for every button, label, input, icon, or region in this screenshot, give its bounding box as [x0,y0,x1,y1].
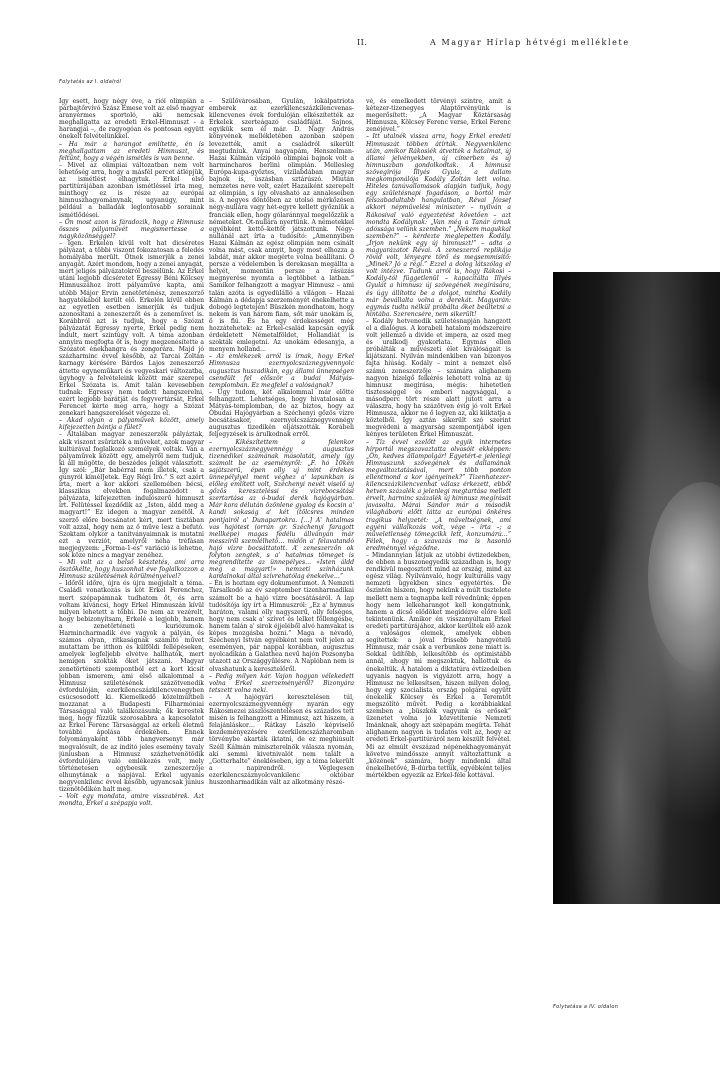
paragraph: – Az emlékezek arról is írnak, hogy Erkel Himnusza ezernyolcszáznegyvennyolc augusztus huszadikán, egy állami ünnepségen csendült fel először a budai Mátyás-templomban. Ez megfelel a valóságnak? [209,353,354,389]
paragraph: Így esett, hogy négy éve, a rióí olimpián a párbajtőrvívó Szász Emese volt az első magyar aranyérmes sportoló, aki nemcsak meghallgatta az eredeti Erkel-Himnuszt – a harangjai –, de ragyogóan és pontosan együtt énekelt felvételünkkel. [59,98,204,141]
paragraph: – Szülővárosában, Gyulán, lokálpatriota emberek az ezerkilencszázkilencvenas-kilencvenes évek fordulóján elkészítették az Erkelek szerteágazó családfáját. Sajnos, egyikük sem él már. D. Nagy András könyvének mellékletében azonban szépen levezették, amit a családról sikerült megtudniuk. Anyai nagyapám, Henszelman-Hazai Kálmán vízipóló olimpiai bajnok volt a harmincharos berlini olimpián. Mellesleg Európa-kupa-győztes, vízilabdában magyar bajnok is, úszásban sztárúszó. Miután nemzetes neve volt, ezért Hazaiként szerepelt az olimpián, s így olvasható az annaleseiben is. A negyes döntőben az utolsó mérkőzésen négy-nullára vagy hét-egyre kellett győzniük a franciák ellen, hogy gólaránnyal megelőzzük a németeket. Öt-nullára nyertünk. A németekkel egyébként kettő–kettőt játszottunk. Négy-nullánál azt írta a tudósító: „Amennyiben Hazai Kálmán az egész olimpián nem csinált volna mást, csak annyit, hogy most elhozza a labdát, már akkor megérte volna beállítani. Ő persze a védelemben is derekasan megállta a helyét, momentán persze a rásúzás megnyerése nyomta a legtöbbet a latban.” Samikor felhangzott a magyar Himnusz – ami talán azóta is egyedülálló a világon – Hazai Kálmán a dédapja szerzeményét énekelhette a dobogó legtetején! Büszkén mondhatom, hogy nekem is van három fiam, sőt már unokám is, ő is fiú. És ha egy érdekességet még hozzátehetek: az Erkel-család kapcsán egyik érdekletett Németalföldet, Hollandiát is szokták emlegetni. Az unokám édesanyja, a menyem holland… [209,98,354,354]
paragraph: – Igen. Erkelén kívül volt hat dicséretes pályázat, a többi viszont fokozatosan a feledés homályába merült. Ötnek ismerjük a zenei anyagát. Azért mondom, hogy a zenei anyagát, mert jeligés pályázatokról beszélünk. Az Erkel utáni legjobb dicséretet Egressy Béni Kölcsey Himnuszához írott pályaműve kapta, ami utóbb Májor Ervin zenetörténész, zeneszerző hagyatékából került elő. Erkelén kívül ebben az egyetlen esetben ismerjük és tudjuk azonosítani a zeneszerzőt és a zeneművet is. Korábbról azt is tudjuk, hogy a Szózat pályázatát Egressy nyerte, Erkel pedig nem indult, mert szintúgy volt. A téma azonban annyira megfogta őt is, hogy megzenésítette a Szózatot énekhangra és zongorára. Majd jó százharminc évvel később, az Tarcai Zoltán karnagy kérésére Bárdos Lajos zeneszerző áttette egyneműkari és vegyeskari változatba, úgyhogy a felvételeink között már szerepel Erkel Szózata is. Amit talán kevesebben tudnak: Egressy nem tudott hangszerelni, ezért legjobb barátját és fegyvertársát, Erkel Ferencet kérte meg arra, hogy a Szózat zenekari hangszerelését végezze el. [59,239,204,418]
paragraph: – Mivel az olimpiai változatban nem volt lehetőség arra, hogy a másfél percet átlépjük, az ismétlést elhagytuk. Erkel első partitúrájában azonban ismétléssel írta meg, minthogy ez is része az európai himnuszhagyománynak, ugyanúgy, mint például a balladák leglontosabb sorainak ismétlődései. [59,161,204,219]
page-number: II. [357,38,368,47]
paragraph: – Általában magyar zeneszerzők pályáztak, akik viszont zsűrizték a műveket, azok magyar kultúrával foglalkozó személyek voltak. Van a pályaművek között egy, amelyről nem tudjuk, ki áll mögötte, de beszédes jeligét választott. Így szól: „Bár babérral nem illetek, csak a gúnyról kímélJetek. Egy Régi Író.” S ezt azért írta, mert a kor akkori szellemében bécsi, klasszikus elvekben fogalmazódott a pályázata, kifejezetten indulószerű himnuszt írt. Felütéssel kezdődik az „Isten, áldd meg a magyart!” Ez idegen a magyar zenétől. A szerző előre bocsánatot kért, mert tisztában volt azzal, hogy nem az ő műve lesz a befutó. Szoktam olykor a tanítványaimnak is mutatni ezt a verziót, amelyről néha tréfásan megjegyzem: „Forma-1-es” variáció is lehetne, sok köze nincs a magyar zenéhez. [59,431,204,559]
article-column-3 [366,98,511,1018]
paragraph: – Mi volt az a belső késztetés, ami arra ösztökélte, hogy huszonhat éve foglalkozzon a Himnusz születésének körülményeivel? [59,559,204,581]
paragraph: – A hajógyári keresztelésen túl, ezernyolcszáznegyvennégy nyarán egy Rákosmezei zászlószentelésen és százados tett misén is felhangzott a Himnusz, azt hiszem, a felajánláskor… Rátkay László képviselő kezdeményezésére ezerkilencszázharomban törvénybe akarták iktatni, de ez meghiúsult Széll Kálmán miniszterelnök válasza nyomán, aki semmi kivetnivalót nem talált a „Gotterhalte” énekléseben, így a téma lekerült a napirendről. Véglegesen ezerkilencszáznyolcvankilenc októbar huszonharmadikán vált az alkotmány részé- [209,693,354,786]
paragraph: – Volt egy mondata, amire visszatérek. Azt mondta, Erkel a szépapja volt. [59,793,204,808]
page-header [0,38,720,52]
paragraph: – Kikészítettem a felenkor ezernyolcszáznegyvennégy augusztus tizenedikei számának másolatát, amely így számolt be az eseményről: „F. hó 10kén sajátszerű, épen olly uj mint érdekes ünnepélylyel ment véghez a' lapunkban is előleg említett volt, Széchenyi nevét viselő uj gőzös kereszteléssi és vízrebocsátási szertartása az ó-budai derék hajógyárban. Már kora délután özönlene gyalog és kocsin a' kandi sokaság a' két (tölcsres minden pontjairól a' Dunapartokra. […] A' hatalmas vas hajótest (orrán gr. Széchenyi faragott mellképe) magas fedélu állványán már messziről szemlélhető… midőn a' felavatandó hajó vízre bocsáttatott. A’ zeneszerzőn ok folyton zengtek, s a’ hatalmas tömeget is megrendítette az ünnepélyes… «Isten áldd meg a magyart!» nemzeti színházunk kardalnokai által szívrehatólag énekelve…” [209,438,354,581]
continued-from-note: Folytatás az I. oldalról [59,79,122,85]
article-column-1 [59,98,204,1018]
paragraph: – Mindannyian látjuk az utóbbi évtizedekben, de ebben a huszonegyedik században is, hogy rendkívül megosztott mind az ország, mind az egész világ. Nyilvánvaló, hogy kulturális vagy nemzeti ügyekben sincs egyetértés. De őszintén hiszem, hogy nekünk a múlt tisztelete mellett nem a tegnapba kell révednünk; éppen hogy nem lelkeharangot kell kongatnunk, hanem a dicső elődöket megidézve előre kell tekintenünk. Amikor én visszanyúltam Erkel eredeti partitúrájához, akkor kerültek elő azok a valóságos elemek, amelyek ebben segítettek: a jóval frissebb hangvételű Himnusz, már csak a verbunkos zene miatt is. Sokkal üdítőbb, lelkesítőbb és optimistább annál, ahogy mi megszoktuk, hallottuk és énekeltük. A hatalom a diktatúra évtizedeiben ugyanis nagyon is vigyázott arra, hogy a Himnusz ne lelkesítsen, hiszen milyen dolog, hogy egy szocialista ország polgárai együtt énekelik Kölcsey és Erkel a Teremtőt megszólító művét. Pedig a korábbiakkal szemben a „büszkék vagyunk és erősek” üzenetet volna jó közvetítenie Nemzeti Imánknak, ahogy azt szépapám megírta. Tehát alighanem nagyon is tudatos volt az, hogy az eredeti Erkel-partitúráról nem készült felvétel. Mi az elmúlt évszázad népénekhagyományát követve mindössze annyit változtattunk a „közének” számára, hogy mindenki által énekelhetővé, B-dúrba tettük, egyébként teljes mértékben egyezik az Erkel-féle kottával. [366,552,511,779]
publication-title: A Magyar Hírlap hétvégi melléklete [430,38,630,47]
paragraph: – Pedig milyen kár. Vajon hogyan vélekedett volna Erkel szerzeményéről? Bizonyára tetszett volna neki. [209,672,354,694]
paragraph: – Időről időre, újra és újra megjelalt a téma. Családi vonatkozás is köt Erkel Ferenchez, mert szépapámnak tudhatom őt, és arra voltam kíváncsi, hogy Erkel Himnuszán kívül milyen lehetett a többi. De nem az vezérelt, hogy bebizonyítsam, Erkelé a legjobb, hanem a zenetörténeti kuriózumok. Harmincharmadik éve vagyok a pályán, és számos olyan, ritkaságnak számító művet mutattam be itthon és külföldi fellépéseken, amelyek legfeljebb elvétve hallhatók, mert nemigen szokták őket játszani. Magyar zenetörténeti szempontból ezt a kort kicsit jobban ismerem, ami első alkalommal a Himnusz születésének százötvenedik évfordulóján, ezerkilencszázkilencvenegyben csúcsosodott ki. Kiemelkedő közelmúltbeli mozzanat a Budapesti Filharmóniai Társasággal való találkozásunk; ők kerestek meg, hogy fűzzük szorosabbra a kapcsolatot az Erkel Ferenc Társasággal az erkeli életmű további ápolása érdekében. Ennek folyományaként több hangversenyt már megvalósult, de az indító jeles esemény tavaly júniusban a Himnusz százhetvenötödik évfordulójára való emlékezés volt, mely történetesen egybeesik zeneszerzője elhunytának a napjával. Erkel ugyanis negyvenkilenc évvel később, ugyancsak június tizenötödikén halt meg. [59,580,204,794]
continued-to-note: Folytatása a IV. oldalon [553,1004,619,1010]
paragraph: – Úgy tudom, két alkalommal már előtte felhangzott. Lehetséges, hogy hivatalosan a Mátyás-templomban, de az biztos, hogy az Óbudai Hajógyárban a Széchenyi gőzös vízre bocsátásakor, ezernyolcszáznegyvennégy augusztus tizedikén eljátszották. Korábeli feljegyzések is árulkodnak erről. [209,388,354,439]
paragraph: – Ha már a harangot említette, én is meghallgattam az eredeti Himnuszt, és feltűnt, hogy a végén ismétlés is van benne. [59,140,204,162]
portrait-photo [553,272,720,904]
paragraph: vé, és emelkedett törvényi szintre, amit a kétezer-tizenegyes Alaptörvényünk is megerősített: „A Magyar Köztársaság Himnusza, Kölcsey Ferenc verse, Erkel Ferenc zenéjével.” [366,98,511,134]
paragraph: – Ön most azon is fáradozik, hogy a Himnusz összes pályaművét megismertesse a nagyközönséggel? [59,218,204,240]
article-column-2 [209,98,354,1018]
paragraph: – Itt utalnék vissza arra, hogy Erkel eredeti Himnuszát többen átírták. Negyvenkilenc után, amikor Rákosiék átvették a hatalmat, új állami jelvényekben, új címerben és új himnuszban gondolkodtak. A himnusz szövegírója Illyés Gyula, a dallam megkomponálója Kodály Zoltán lett volna. Hiteles tanúvallomások alapján tudjuk, hogy egy születésnapi fogadáson, a bortól már felszabadultabb hangulatban, Révai József akkori népművelési miniszter – nyilván a Rákosival való egyeztetést követően – azt mondta Kodálynak: „Van még a Tanár úrnak adóssága velünk szemben.” „Nekem magukkal szemben?” – kérdezte meglepetten Kodály. „Írjon nekünk egy új himnuszt!” – adta a magyarázatot Révai. A zeneszerző replikája rövid volt, lényegre törő és megsemmisítő: „Minek? Jó a régi.” Ezzel a dolog látszólag el volt intézve. Tudunk arról is, hogy Rákosi – Kodály-tól függetlenül – kapacitálta Illyés Gyulát a himnusz új szövegének megírására, és úgy állította be a dolgot, mintha Kodály már bevállalta volna a derekát. Magyarán: egymás tudta nélkül próbálta őket beültetni a hintába. Szerencsére, nem sikerült! [366,133,511,318]
paragraph: – Kodály hetvenedik születésnapján hangzott el a dialógus. A korabeli hatalom módszereire volt jellemző a divide et impera, az oszd meg és uralkodj gyakorlata. Egymás ellen próbálták a művészeti élet kiválóságait is kijátszani. Nyilván mindenkiben van bizonyos fajta hiúság. Kodály – mint a nemzet első számú zeneszerzője – számára alighanem nagyon hízelgő felkérés lehetett volna az új himnusz megírása, mégis: hihetetlen tisztességgel és emberi nagysággal, a másodperc tört része alatt jutott arra a válaszra, hogy ha százötven évig jó volt Erkel Himnusza, akkor ne ő legyen az, aki kiiktatja a köztelből. Így aztán sikerült szó szerint megvédeni a magyarság szempontjából igen kényes területen Erkel Himnuszát. [366,317,511,439]
paragraph: – Én is hoztam egy dokumentumot. A Nemzeti Társalkodó az év szeptember tizenharmadikai számolt be a hajó vízre bocsátásáról. A lap tudósítója így írt a Himnuszról: „Ez a' hymnus haráton, valami olly nagyszerű, olly felséges, hogy nem csak a' szívet és lelket föllengésbe, hanem talán a' sirok éjjeléből alvó hamvakat is képes mozgásba hozni.” Maga a névadó, Széchenyi István egyébként nem volt jelen az eseményen, pár nappal korábban, augusztus nyolcadikán a Galathea nevű hajón Pozsonyba utazott az Országgyűlésre. A Naplóban nem is olvashatunk a keresztelőről. [209,580,354,673]
paragraph: – Tíz évvel ezelőtt az egyik internetes hírportál megszavaztatta olvasóit ekképpen: „Ön, kedves állampolgár! Egyetért-e jelenlegi Himnuszunk szövegének és dallamának megváltoztatásával, mert több ponton ellentmond a kor igényeinek?” Tizenhatezer-kilencszázkilencvenhat válasz érkezett, ebből hetven százalék a jelenlegi megtartása mellett érvelt, harminc százalék új himnusz megírását javasolta. Márai Sándor már a második világháború előtt látta az európai önkéres tragikus helyzetét: „A műveltségnek, ami egyéni vállalkozás volt, vége – írta –; a műveletlenség tömegcikk lett, konzumárú…” Félek, hogy a szavazás ma is hasonló eredménnyel végződne. [366,438,511,552]
paragraph: – Akad olyan a pályaművek között, amely kifejezetten bántja a fület? [59,417,204,432]
